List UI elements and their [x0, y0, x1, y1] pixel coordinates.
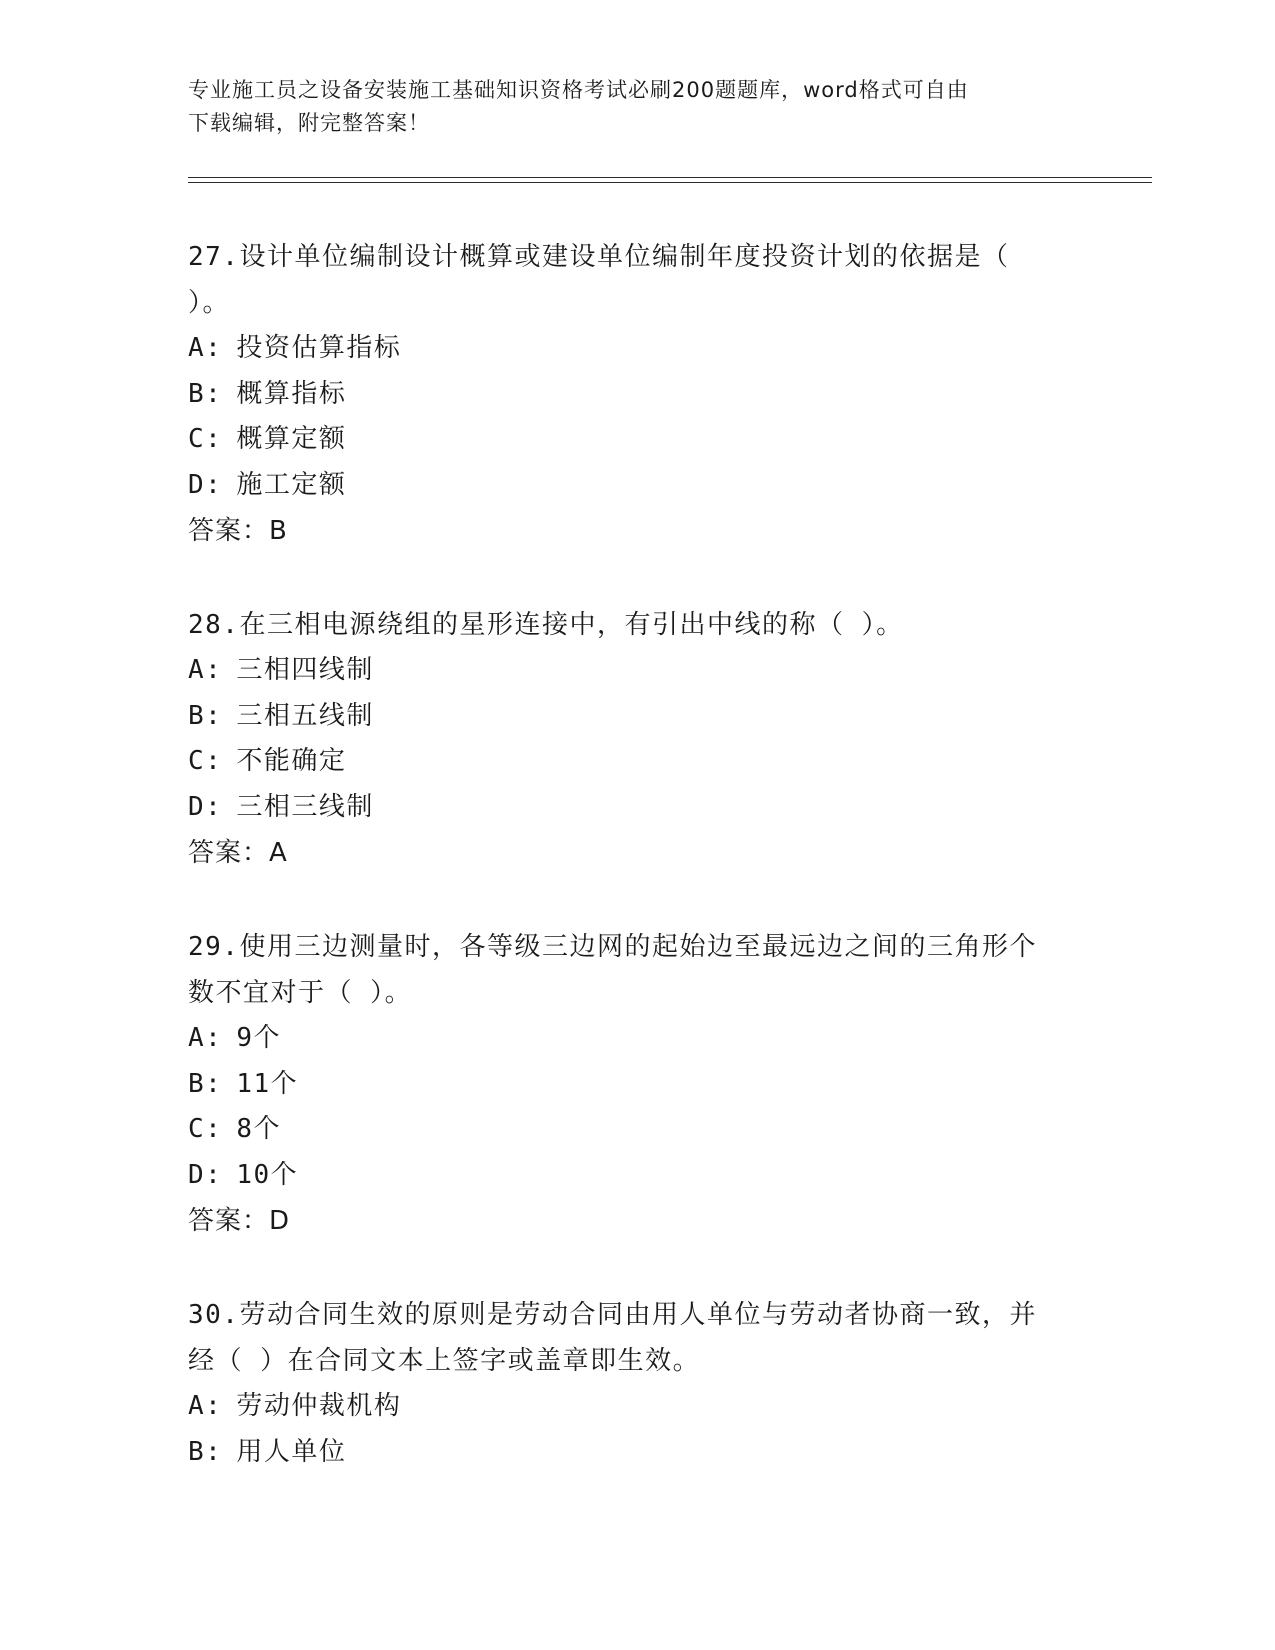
- option-text: 劳动仲裁机构: [236, 1391, 402, 1421]
- header-divider-bottom: [188, 182, 1152, 183]
- option-key: A:: [188, 1023, 223, 1053]
- option-key: D:: [188, 469, 223, 500]
- answer-line: 答案：A: [188, 838, 288, 868]
- option-c: [188, 739, 1088, 785]
- option-text: 概算定额: [236, 424, 347, 454]
- option-a: [188, 648, 1088, 694]
- question-stem-line: 29.使用三边测量时，各等级三边网的起始边至最远边之间的三角形个: [188, 932, 1037, 962]
- question-stem-line: 28.在三相电源绕组的星形连接中，有引出中线的称（ ）。: [188, 610, 904, 640]
- answer-line: 答案：D: [188, 1206, 291, 1236]
- option-text: 用人单位: [236, 1436, 347, 1467]
- option-text: 11个: [236, 1068, 299, 1099]
- question-stem-line: 30.劳动合同生效的原则是劳动合同由用人单位与劳动者协商一致，并: [188, 1300, 1037, 1330]
- option-text: 9个: [236, 1023, 281, 1053]
- option-d: [188, 1153, 1088, 1199]
- option-a: [188, 1016, 1088, 1062]
- option-text: 投资估算指标: [236, 333, 402, 363]
- document-header: [188, 74, 1068, 140]
- question-27: [188, 234, 1088, 554]
- option-text: 概算指标: [236, 378, 347, 409]
- option-key: A:: [188, 655, 223, 685]
- option-c: [188, 1107, 1088, 1153]
- option-key: A:: [188, 333, 223, 363]
- question-stem-line: 数不宜对于（ ）。: [188, 978, 413, 1008]
- question-stem: [188, 602, 1088, 648]
- option-d: [188, 463, 1088, 509]
- option-text: 三相五线制: [236, 700, 374, 731]
- option-key: B:: [188, 378, 223, 409]
- question-stem: [188, 234, 1088, 326]
- answer-line: 答案：B: [188, 516, 288, 546]
- option-b: [188, 372, 1088, 418]
- option-key: A:: [188, 1391, 223, 1421]
- option-key: B:: [188, 700, 223, 731]
- option-key: B:: [188, 1068, 223, 1099]
- option-key: B:: [188, 1436, 223, 1467]
- option-key: C:: [188, 746, 223, 776]
- header-title-line-1: 专业施工员之设备安装施工基础知识资格考试必刷200题题库，word格式可自由: [188, 78, 969, 102]
- option-key: D:: [188, 791, 223, 822]
- option-c: [188, 417, 1088, 463]
- option-key: D:: [188, 1159, 223, 1190]
- option-b: [188, 1062, 1088, 1108]
- option-text: 三相三线制: [236, 791, 374, 822]
- option-text: 不能确定: [236, 746, 347, 776]
- option-key: C:: [188, 424, 223, 454]
- question-stem-line: ）。: [188, 288, 231, 318]
- option-b: [188, 1430, 1088, 1476]
- question-29: [188, 924, 1088, 1244]
- option-text: 8个: [236, 1114, 281, 1144]
- option-a: [188, 1384, 1088, 1430]
- question-stem-line: 27.设计单位编制设计概算或建设单位编制年度投资计划的依据是（: [188, 242, 1010, 272]
- header-divider-top: [188, 177, 1152, 178]
- option-text: 施工定额: [236, 469, 347, 500]
- option-text: 三相四线制: [236, 655, 374, 685]
- question-list: [188, 234, 1088, 1523]
- question-stem: [188, 1292, 1088, 1384]
- question-stem-line: 经（ ）在合同文本上签字或盖章即生效。: [188, 1346, 701, 1376]
- option-a: [188, 326, 1088, 372]
- question-stem: [188, 924, 1088, 1016]
- question-28: [188, 602, 1088, 876]
- header-title-line-2: 下载编辑，附完整答案！: [188, 111, 430, 135]
- question-30: [188, 1292, 1088, 1475]
- option-text: 10个: [236, 1159, 299, 1190]
- option-b: [188, 694, 1088, 740]
- option-d: [188, 785, 1088, 831]
- option-key: C:: [188, 1114, 223, 1144]
